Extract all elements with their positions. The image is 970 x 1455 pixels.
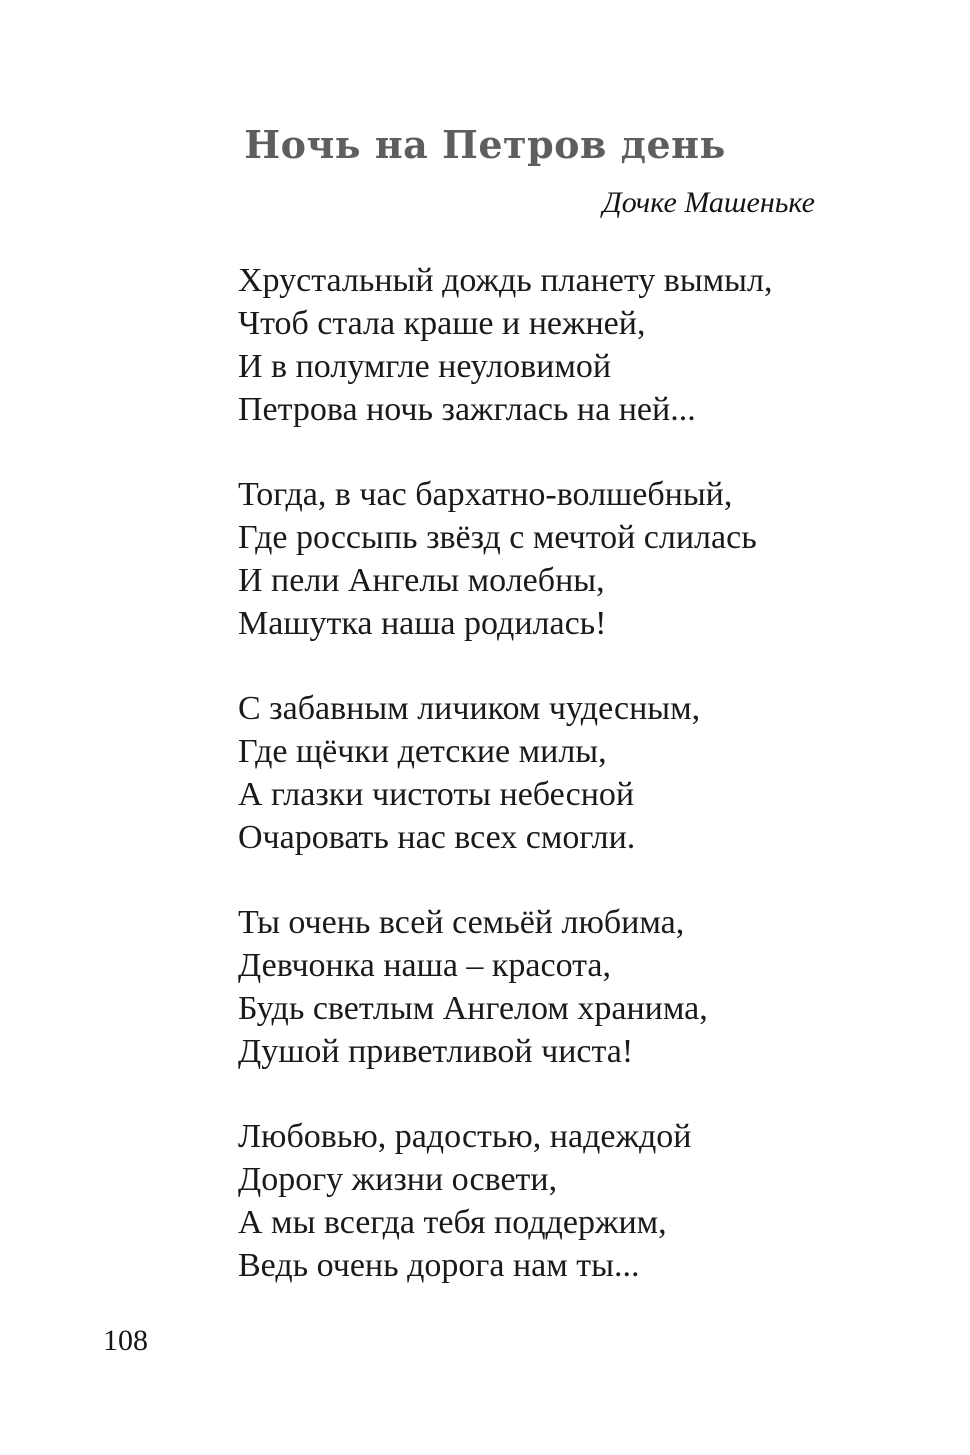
poem-line: Ведь очень дорога нам ты... [238, 1247, 640, 1284]
poem-line: Тогда, в час бархатно-волшебный, [238, 476, 733, 513]
poem-line: Ты очень всей семьёй любима, [238, 904, 685, 941]
poem-line: Будь светлым Ангелом хранима, [238, 990, 708, 1027]
stanza-5 [238, 1115, 773, 1287]
poem-line: А глазки чистоты небесной [238, 776, 635, 813]
poem-line: Где россыпь звёзд с мечтой слилась [238, 519, 757, 556]
poem-line: И пели Ангелы молебны, [238, 562, 605, 599]
poem-line: Любовью, радостью, надеждой [238, 1118, 692, 1155]
poem-line: Чтоб стала краше и нежней, [238, 305, 646, 342]
poem-line: И в полумгле неуловимой [238, 348, 612, 385]
poem-line: С забавным личиком чудесным, [238, 690, 701, 727]
poem-title: Ночь на Петров день [244, 122, 726, 168]
dedication: Дочке Машеньке [602, 186, 815, 219]
poem [238, 259, 773, 1287]
poem-line: Дорогу жизни освети, [238, 1161, 558, 1198]
poem-line: Очаровать нас всех смогли. [238, 819, 636, 856]
stanza-3 [238, 687, 773, 859]
stanza-1 [238, 259, 773, 431]
poem-line: Где щёчки детские милы, [238, 733, 607, 770]
page-number: 108 [103, 1324, 148, 1357]
poem-line: А мы всегда тебя поддержим, [238, 1204, 667, 1241]
poem-line: Петрова ночь зажглась на ней... [238, 391, 696, 428]
poem-line: Машутка наша родилась! [238, 605, 607, 642]
poem-line: Девчонка наша – красота, [238, 947, 612, 984]
stanza-2 [238, 473, 773, 645]
stanza-4 [238, 901, 773, 1073]
poem-line: Душой приветливой чиста! [238, 1033, 634, 1070]
poem-line: Хрустальный дождь планету вымыл, [238, 262, 773, 299]
